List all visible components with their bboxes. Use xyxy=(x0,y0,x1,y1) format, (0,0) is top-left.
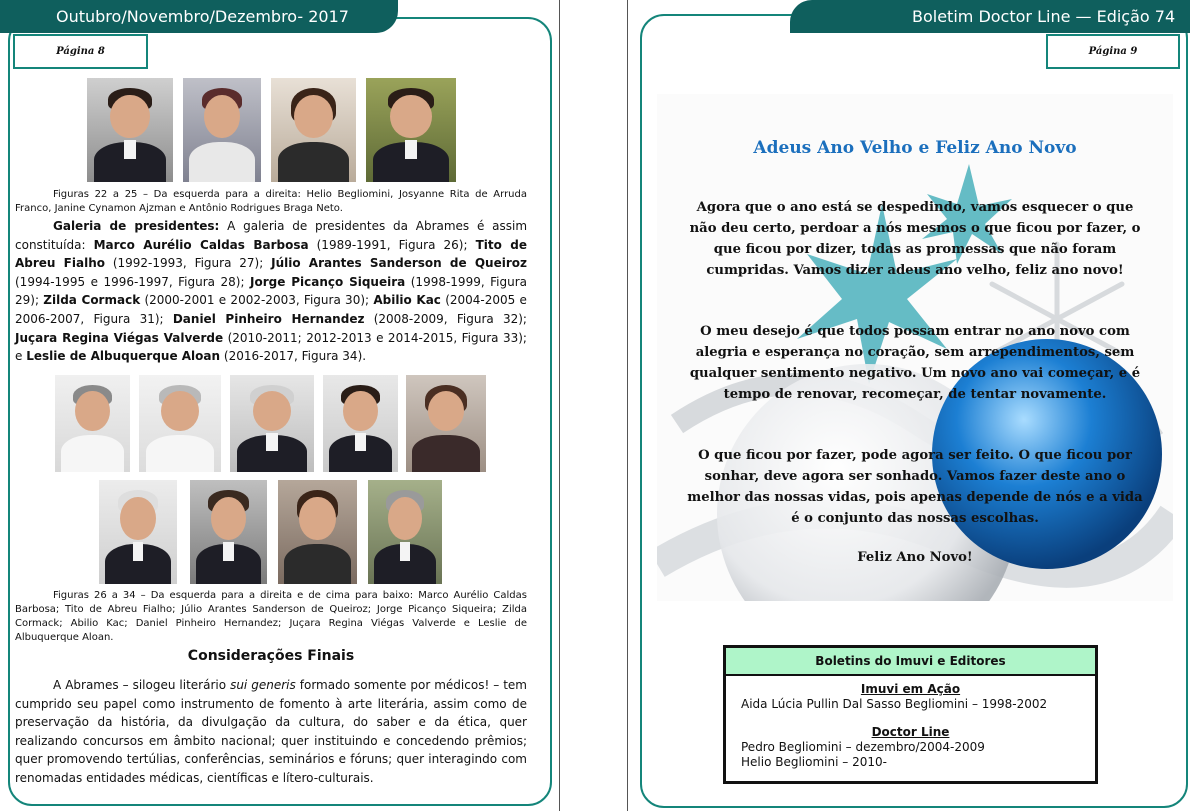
figure-30-photo xyxy=(406,375,486,472)
editors-section-imuvi: Imuvi em Ação xyxy=(860,682,961,696)
figure-25-photo xyxy=(366,78,456,182)
editors-box xyxy=(723,645,1098,784)
right-page-header: Boletim Doctor Line — Edição 74 xyxy=(790,0,1190,33)
figure-32-photo xyxy=(190,480,267,584)
figure-28-photo xyxy=(230,375,314,472)
poster-paragraph-4: Feliz Ano Novo! xyxy=(857,550,973,565)
page-divider-left xyxy=(559,0,560,811)
left-page xyxy=(0,0,560,811)
poster-paragraph-3: O que ficou por fazer, pode agora ser feito. O que ficou por sonhar, deve agora ser sonhado. Vamos fazer deste ano o melhor das nossas vidas, pois apenas depende de nós e a vida é o conjunto das nossas escolhas. xyxy=(687,448,1143,526)
galeria-paragraph: Galeria de presidentes: A galeria de presidentes da Abrames é assim constituída: Marco Aurélio Caldas Barbosa (1989-1991, Figura 26); Tito de Abreu Fialho (1992-1993, Figura 27); Júlio Arantes Sanderson de Queiroz (1994-1995 e 1996-1997, Figura 28); Jorge Picanço Siqueira (1998-1999, Figura 29); Zilda Cormack (2000-2001 e 2002-2003, Figura 30); Abilio Kac (2004-2005 e 2006-2007, Figura 31); Daniel Pinheiro Hernandez (2008-2009, Figura 32); Juçara Regina Viégas Valverde (2010-2011; 2012-2013 e 2014-2015, Figura 33); e Leslie de Albuquerque Aloan (2016-2017, Figura 34). xyxy=(15,219,528,364)
editor-line-1: Aida Lúcia Pullin Dal Sasso Begliomini – 1998-2002 xyxy=(741,697,1048,711)
figure-26-photo xyxy=(55,375,130,472)
page-number-label: Página 8 xyxy=(13,34,148,69)
left-page-header: Outubro/Novembro/Dezembro- 2017 xyxy=(0,0,398,33)
new-year-poster xyxy=(657,94,1173,601)
caption-figures-26-34: Figuras 26 a 34 – Da esquerda para a direita e de cima para baixo: Marco Aurélio Caldas Barbosa; Tito de Abreu Fialho; Júlio Arantes Sanderson de Queiroz; Jorge Picanço Siqueira; Zilda Cormack; Abilio Kac; Daniel Pinheiro Hernandez; Juçara Regina Viégas Valverde e Leslie de Albuquerque Aloan. xyxy=(15,590,527,643)
figure-31-photo xyxy=(99,480,177,584)
figure-23-photo xyxy=(183,78,261,182)
figure-34-photo xyxy=(368,480,442,584)
figure-27-photo xyxy=(139,375,221,472)
editor-line-2: Pedro Begliomini – dezembro/2004-2009 xyxy=(741,740,985,754)
poster-title: Adeus Ano Velho e Feliz Ano Novo xyxy=(753,138,1077,158)
caption-figures-22-25: Figuras 22 a 25 – Da esquerda para a direita: Helio Begliomini, Josyanne Rita de Arruda Franco, Janine Cynamon Ajzman e Antônio Rodrigues Braga Neto. xyxy=(15,189,527,214)
poster-paragraph-2: O meu desejo é que todos possam entrar no ano novo com alegria e esperança no coração, sem arrependimentos, sem qualquer sentimento negativo. Um novo ano vai começar, e é tempo de renovar, recomeçar, de tentar novamente. xyxy=(689,324,1141,402)
right-page xyxy=(628,0,1190,811)
figure-24-photo xyxy=(271,78,356,182)
section-title-consideracoes: Considerações Finais xyxy=(187,648,355,664)
poster-paragraph-1: Agora que o ano está se despedindo, vamos esquecer o que não deu certo, perdoar a nós mesmos o que ficou por fazer, o que ficou por dizer, todas as promessas que não foram cumpridas. Vamos dizer adeus ano velho, feliz ano novo! xyxy=(689,200,1141,278)
editors-box-heading: Boletins do Imuvi e Editores xyxy=(726,648,1095,676)
final-paragraph: A Abrames – silogeu literário sui generis formado somente por médicos! – tem cumprido seu papel como instrumento de fomento à arte literária, assim como de preservação da história, da divulgação da cultura, do saber e da ética, quer realizando concursos em âmbito nacional; quer instituindo e concedendo prêmios; quer promovendo tertúlias, conferências, seminários e fóruns; quer interagindo com renomadas entidades médicas, científicas e lítero-culturais. xyxy=(15,678,527,785)
page-number-label: Página 9 xyxy=(1046,34,1180,69)
figure-33-photo xyxy=(278,480,357,584)
editor-line-3: Helio Begliomini – 2010- xyxy=(741,755,887,769)
editors-section-doctor-line: Doctor Line xyxy=(871,725,950,739)
figure-29-photo xyxy=(323,375,398,472)
galeria-heading: Galeria de presidentes: xyxy=(53,219,220,233)
figure-22-photo xyxy=(87,78,173,182)
